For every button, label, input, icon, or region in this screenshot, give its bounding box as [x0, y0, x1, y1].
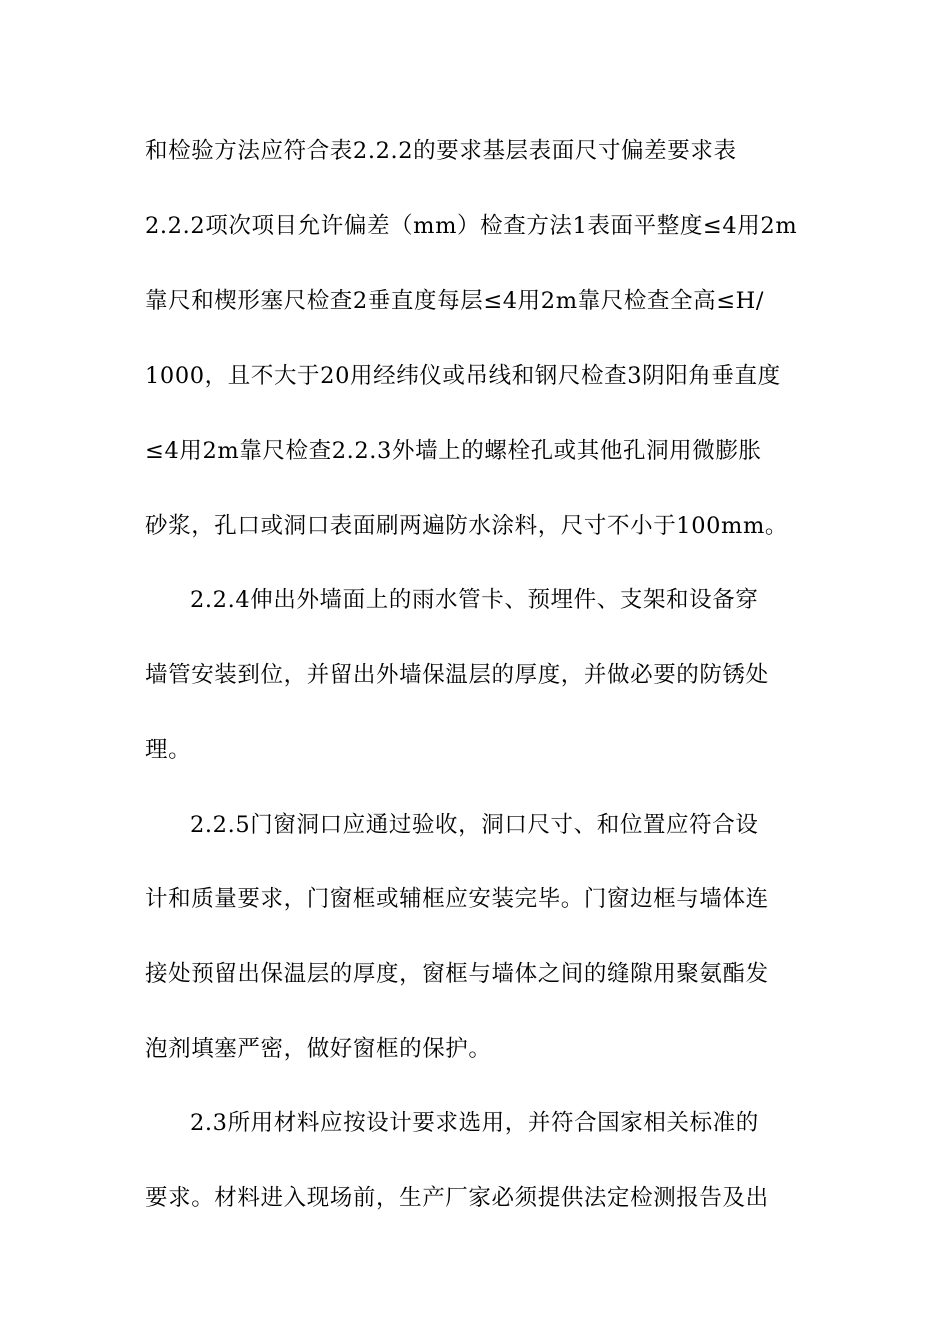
- text-line: 1000，且不大于20用经纬仪或吊线和钢尺检查3阴阳角垂直度: [145, 363, 781, 389]
- text-line: 接处预留出保温层的厚度，窗框与墙体之间的缝隙用聚氨酯发: [145, 961, 769, 987]
- text-line: ≤4用2m靠尺检查2.2.3外墙上的螺栓孔或其他孔洞用微膨胀: [145, 438, 762, 464]
- text-line: 靠尺和楔形塞尺检查2垂直度每层≤4用2m靠尺检查全高≤H/: [145, 288, 765, 314]
- text-line: 泡剂填塞严密，做好窗框的保护。: [145, 1036, 492, 1062]
- text-line: 砂浆，孔口或洞口表面刷两遍防水涂料，尺寸不小于100mm。: [145, 513, 789, 539]
- paragraph-first-line: 2.3所用材料应按设计要求选用，并符合国家相关标准的: [190, 1110, 759, 1136]
- paragraph-first-line: 2.2.4伸出外墙面上的雨水管卡、预埋件、支架和设备穿: [190, 587, 759, 613]
- text-line: 理。: [145, 737, 192, 763]
- text-line: 计和质量要求，门窗框或辅框应安装完毕。门窗边框与墙体连: [145, 886, 769, 912]
- text-line: 墙管安装到位，并留出外墙保温层的厚度，并做必要的防锈处: [145, 662, 769, 688]
- text-line: 2.2.2项次项目允许偏差（mm）检查方法1表面平整度≤4用2m: [145, 213, 798, 239]
- paragraph-first-line: 2.2.5门窗洞口应通过验收，洞口尺寸、和位置应符合设: [190, 812, 759, 838]
- text-line: 和检验方法应符合表2.2.2的要求基层表面尺寸偏差要求表: [145, 138, 737, 164]
- text-line: 要求。材料进入现场前，生产厂家必须提供法定检测报告及出: [145, 1185, 769, 1211]
